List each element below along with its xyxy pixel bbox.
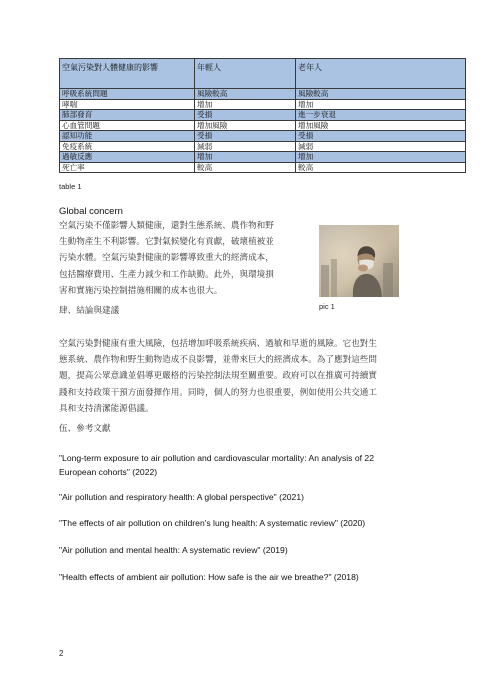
reference-item: "Air pollution and mental health: A systematic review" (2019): [59, 545, 288, 555]
smog-figure-image: [319, 225, 399, 297]
section-heading-references: 伍、參考文獻: [59, 424, 111, 434]
paragraph-line: 生動物產生不利影響。它對氣候變化有貢獻，破壞植被並: [59, 237, 274, 248]
table-cell: 增加風險: [296, 120, 466, 131]
table-cell: 風險較高: [296, 89, 466, 100]
table-cell: 風險較高: [195, 89, 296, 100]
paragraph-line: 態系統、農作物和野生動物造成不良影響，並帶來巨大的經濟成本。為了應對這些問: [59, 355, 377, 366]
table-row: [60, 89, 466, 100]
table-row: [60, 141, 466, 152]
paragraph-line: 包括醫療費用、生產力減少和工作缺勤。此外，與環境損: [59, 269, 274, 280]
reference-line: European cohorts" (2022): [59, 467, 158, 477]
health-effects-table: [59, 58, 466, 173]
table-header-cell: 老年人: [296, 59, 466, 89]
air-pollution-photo: [319, 225, 399, 297]
table-cell: 增加風險: [195, 120, 296, 131]
table-cell: 受損: [195, 131, 296, 142]
page-number: 2: [59, 649, 64, 658]
table-cell: 進一步衰退: [296, 110, 466, 121]
table-cell: 呼吸系統問題: [60, 89, 195, 100]
table-caption: table 1: [59, 182, 82, 191]
paragraph-line: 具和支持清潔能源倡議。: [59, 403, 154, 414]
table-row: [60, 110, 466, 121]
table-header-cell: 年輕人: [195, 59, 296, 89]
global-concern-paragraph: [59, 218, 319, 299]
table-cell: 免疫系統: [60, 141, 195, 152]
paragraph-line: 題，提高公眾意識並倡導更嚴格的污染控制法規至關重要。政府可以在推廣可持續實: [59, 371, 377, 382]
paragraph-line: 空氣污染對健康有重大風險，包括增加呼吸系統疾病、過敏和早逝的風險。它也對生: [59, 339, 377, 349]
table-cell: 受損: [195, 110, 296, 121]
reference-item: "Health effects of ambient air pollution: How safe is the air we breathe?" (2018): [59, 572, 359, 582]
section-heading-conclusion: 肆、結論與建議: [59, 306, 120, 316]
reference-item: "Air pollution and respiratory health: A global perspective" (2021): [59, 492, 304, 502]
section-heading-global-concern: Global concern: [59, 206, 123, 217]
table-cell: 較高: [296, 162, 466, 173]
table-row: [60, 152, 466, 163]
table-cell: 減弱: [195, 141, 296, 152]
table-cell: 認知功能: [60, 131, 195, 142]
table-row: [60, 162, 466, 173]
reference-item: "The effects of air pollution on children's lung health: A systematic review" (2020): [59, 518, 366, 528]
table-cell: 減弱: [296, 141, 466, 152]
conclusion-paragraph: [59, 336, 479, 417]
table-cell: 肺部發育: [60, 110, 195, 121]
reference-line: "Long-term exposure to air pollution and cardiovascular mortality: An analysis of 22: [59, 453, 374, 463]
table-cell: 增加: [195, 99, 296, 110]
table-cell: 較高: [195, 162, 296, 173]
paragraph-line: 空氣污染不僅影響人類健康，還對生態系統、農作物和野: [59, 221, 274, 231]
pic-caption: pic 1: [319, 302, 335, 311]
paragraph-line: 污染水體。空氣污染對健康的影響導致重大的經濟成本，: [59, 253, 274, 264]
table-cell: 增加: [296, 99, 466, 110]
table-row: [60, 99, 466, 110]
table-cell: 死亡率: [60, 162, 195, 173]
reference-item: [59, 451, 374, 479]
table-row: [60, 120, 466, 131]
table-row: [60, 131, 466, 142]
table-cell: 增加: [296, 152, 466, 163]
table-cell: 增加: [195, 152, 296, 163]
table-header-cell: 空氣污染對人體健康的影響: [60, 59, 195, 89]
table-header-row: [60, 59, 466, 89]
table-cell: 心血管問題: [60, 120, 195, 131]
table-cell: 過敏反應: [60, 152, 195, 163]
table-cell: 哮喘: [60, 99, 195, 110]
paragraph-line: 踐和支持政策干預方面發揮作用。同時，個人的努力也很重要，例如使用公共交通工: [59, 387, 377, 398]
table-cell: 受損: [296, 131, 466, 142]
paragraph-line: 害和實施污染控制措施相關的成本也很大。: [59, 285, 223, 296]
